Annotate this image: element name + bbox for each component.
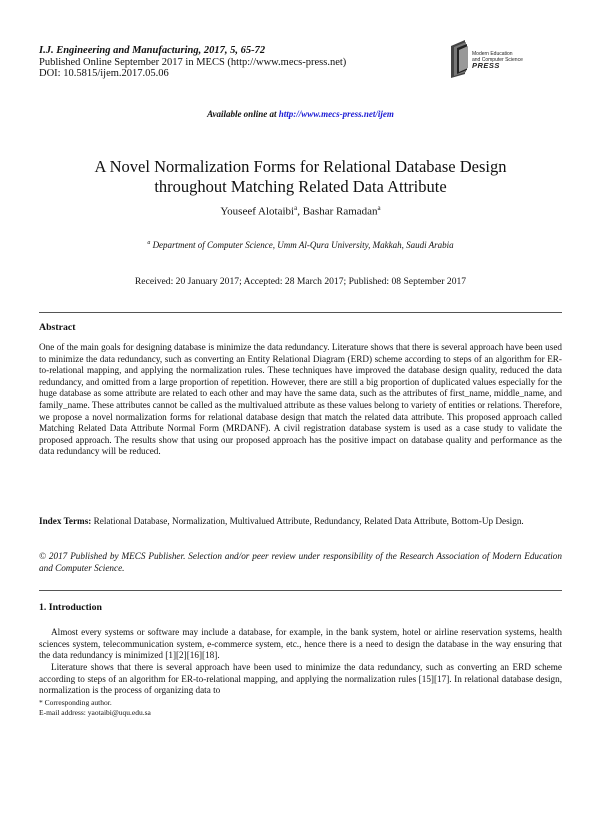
index-terms-text: Relational Database, Normalization, Multivalued Attribute, Redundancy, Related Data Attribute, Bottom-Up Design. — [91, 516, 524, 526]
index-terms-label: Index Terms: — [39, 516, 92, 526]
author-2-sup: a — [377, 204, 381, 212]
corresponding-author: * Corresponding author. — [39, 698, 112, 707]
introduction-heading: 1. Introduction — [39, 602, 102, 613]
journal-link[interactable]: http://www.mecs-press.net/ijem — [278, 109, 394, 119]
email-address: E-mail address: yaotaibi@uqu.edu.sa — [39, 707, 151, 717]
title-line-1: A Novel Normalization Forms for Relational Database Design — [94, 157, 507, 176]
divider-top — [39, 312, 562, 313]
abstract-heading: Abstract — [39, 322, 76, 333]
index-terms — [39, 516, 562, 528]
logo-line-1: Modern Education — [472, 51, 513, 57]
affiliation-sup: a — [147, 240, 151, 246]
article-title — [0, 157, 601, 196]
availability-prefix: Available online at — [207, 109, 279, 119]
publisher-logo — [447, 34, 557, 82]
abstract-text: One of the main goals for designing database is minimize the data redundancy. Literature shows that there is several approach have been used to minimize the data redundancy, such as converting an Entity Relational Diagram (ERD) scheme according to steps of an algorithm for ER-to-relational mapping, and applying the normalization rules. These techniques have improved the database design quality, reduced the data redundancy, and omitted from a large proportion of repetition. However, there are still a big proportion of duplicated values especially for the huge database as some attribute are related to each other and may have the same data, such as the attributes of first_name, middle_name, and family_name. These attributes cannot be called as the multivalued attribute as these values belong to variety of entities or relations. Therefore, we propose a novel normalization forms for relational database design that match the related data attribute. This proposed approach called Matching Related Data Attribute Normal Form (MRDANF). A civil registration database system is used as a case study to validate the proposed approach. The results show that using our proposed approach has the positive impact on database quality and performance as the data redundancy will be reduced. — [39, 342, 562, 457]
logo-press: PRESS — [472, 61, 500, 71]
intro-paragraph-2: Literature shows that there is several approach have been used to minimize the data redundancy, such as converting an ERD scheme according to steps of an algorithm for ER-to-relational mapping, and applying the normalization rules [15][17]. In relational database design, normalization is the process of organizing data to — [39, 662, 562, 696]
divider-bottom — [39, 590, 562, 591]
copyright-notice: © 2017 Published by MECS Publisher. Selection and/or peer review under responsibility of the Research Association of Modern Education and Computer Science. — [39, 551, 562, 573]
received-dates: Received: 20 January 2017; Accepted: 28 March 2017; Published: 08 September 2017 — [134, 276, 467, 287]
footnote — [39, 698, 151, 717]
intro-paragraph-1: Almost every systems or software may include a database, for example, in the bank system, hotel or airline reservation systems, health sciences system, telecommunication system, e-commerce system, etc., hence there is a need to design the database in the way ensuring that the data redundancy is minimized [1][2][16][18]. — [39, 627, 562, 661]
availability-line — [0, 109, 601, 119]
journal-header — [39, 45, 346, 80]
title-line-2: throughout Matching Related Data Attribute — [154, 176, 447, 196]
affiliation-text: Department of Computer Science, Umm Al-Qura University, Makkah, Saudi Arabia — [152, 240, 454, 250]
authors — [0, 204, 601, 218]
affiliation — [0, 240, 601, 250]
author-separator: , — [297, 205, 303, 218]
published-line: Published Online September 2017 in MECS (http://www.mecs-press.net) — [39, 56, 347, 68]
author-2: Bashar Ramadan — [302, 205, 378, 218]
author-1: Youseef Alotaibi — [220, 205, 295, 218]
journal-title: I.J. Engineering and Manufacturing, 2017, 5, 65-72 — [39, 45, 266, 56]
logo-line-2: and Computer Science — [472, 56, 523, 63]
doi-line: DOI: 10.5815/ijem.2017.05.06 — [39, 68, 169, 79]
author-1-sup: a — [294, 204, 298, 212]
